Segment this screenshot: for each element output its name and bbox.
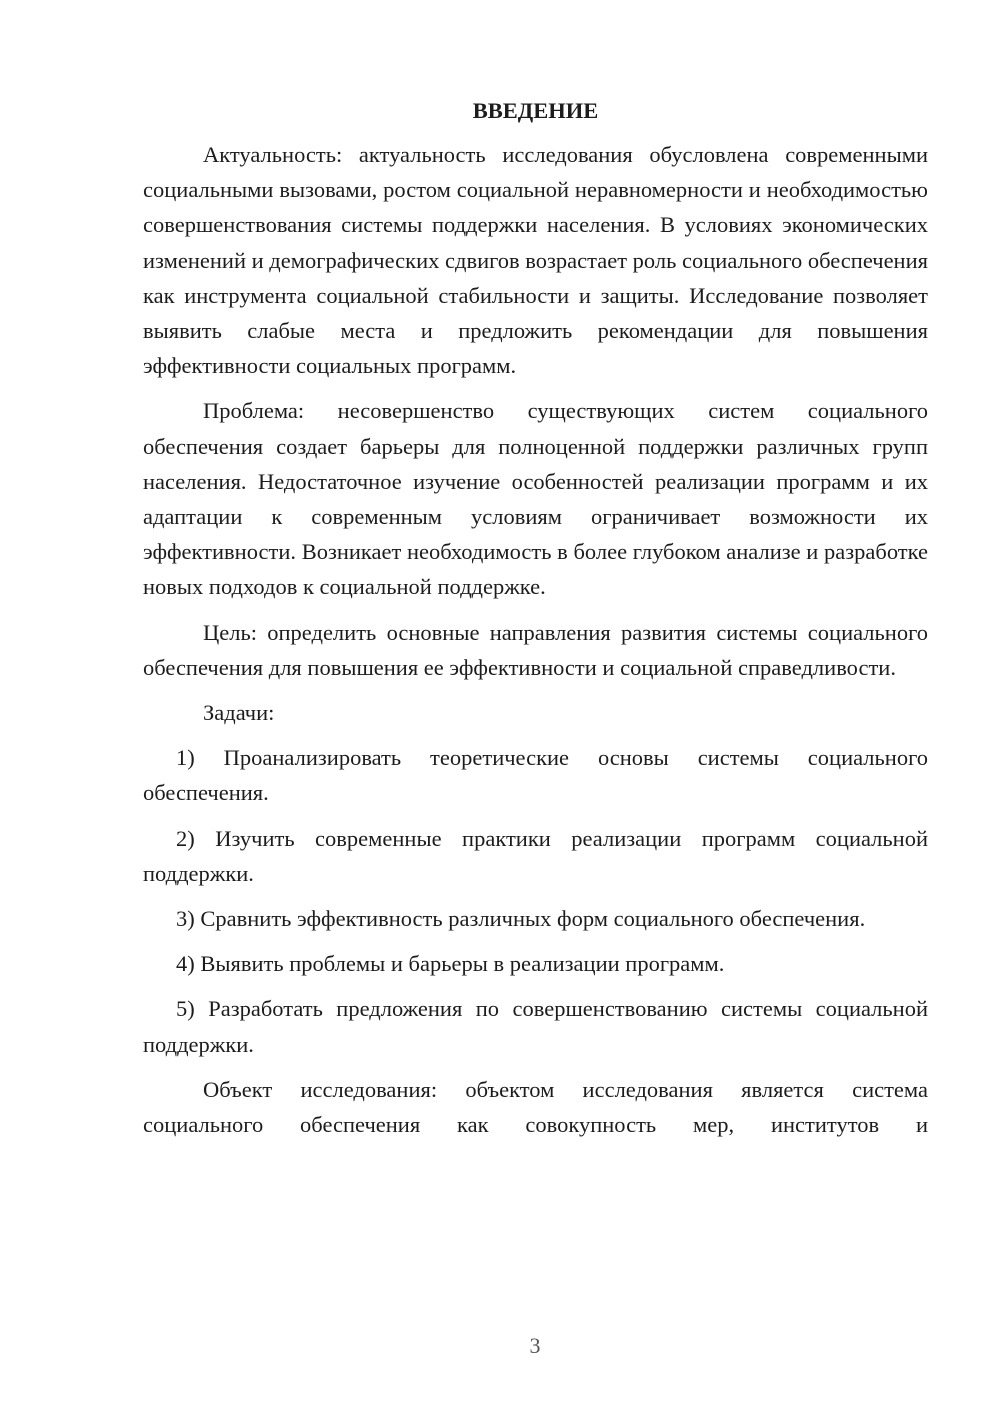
section-heading: ВВЕДЕНИЕ (472, 98, 599, 123)
relevance-paragraph: Актуальность: актуальность исследования обусловлена современными социальными вызовами, ростом социальной неравномерности и необходимостью совершенствования системы поддержки населения. В условиях экономических изменений и демографических сдвигов возрастает роль социального обеспечения как инструмента социальной стабильности и защиты. Исследование позволяет выявить слабые места и предложить рекомендации для повышения эффективности социальных программ. (143, 142, 928, 379)
page-number: 3 (529, 1333, 541, 1358)
task-item-3: 3) Сравнить эффективность различных форм социального обеспечения. (176, 906, 866, 932)
object-paragraph: Объект исследования: объектом исследования является система социального обеспечения как совокупность мер, институтов и (143, 1076, 928, 1138)
goal-paragraph: Цель: определить основные направления развития системы социального обеспечения для повышения ее эффективности и социальной справедливости. (143, 619, 928, 680)
document-body (143, 95, 928, 1152)
task-item-1: 1) Проанализировать теоретические основы системы социального обеспечения. (143, 745, 928, 806)
tasks-label: Задачи: (203, 700, 275, 726)
task-item-2: 2) Изучить современные практики реализации программ социальной поддержки. (143, 825, 928, 886)
problem-paragraph: Проблема: несовершенство существующих систем социального обеспечения создает барьеры для полноценной поддержки различных групп населения. Недостаточное изучение особенностей реализации программ и их адаптации к современным условиям ограничивает возможности их эффективности. Возникает необходимость в более глубоком анализе и разработке новых подходов к социальной поддержке. (143, 398, 928, 600)
task-item-4: 4) Выявить проблемы и барьеры в реализации программ. (176, 951, 725, 977)
task-item-5: 5) Разработать предложения по совершенствованию системы социальной поддержки. (143, 996, 928, 1057)
